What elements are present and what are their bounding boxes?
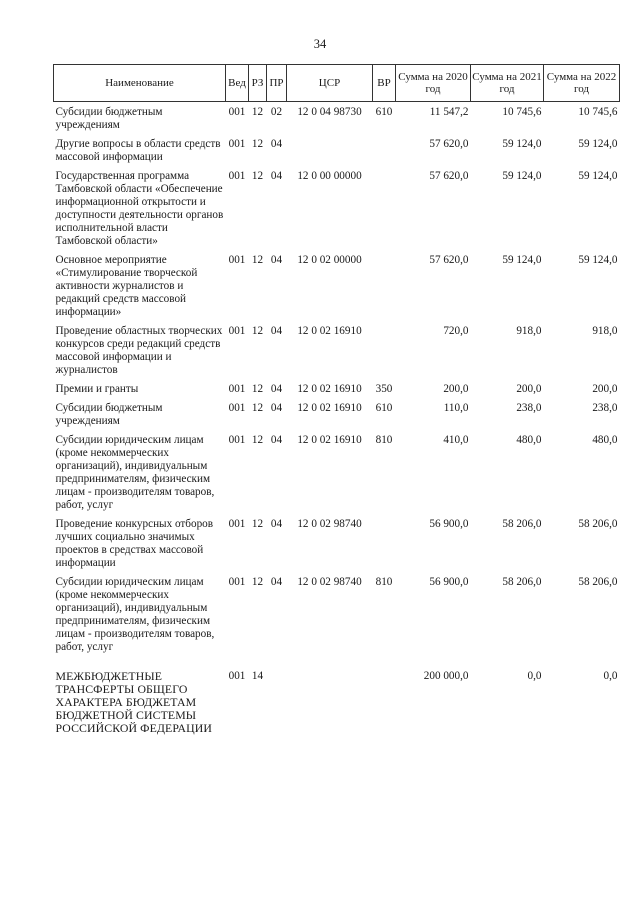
row-vr [373, 514, 396, 572]
row-sum-2020: 56 900,0 [429, 576, 469, 588]
table-row [54, 656, 620, 737]
row-csr: 12 0 02 98740 [297, 518, 362, 530]
table-row [54, 430, 620, 514]
row-sum-2022: 10 745,6 [578, 106, 618, 118]
row-rz: 12 [251, 383, 264, 395]
row-vr [373, 321, 396, 379]
row-pr: 04 [270, 402, 283, 414]
row-pr: 04 [270, 254, 283, 266]
header-rz: РЗ [249, 65, 267, 102]
row-name: Премии и гранты [55, 383, 139, 395]
row-sum-2021: 58 206,0 [502, 576, 542, 588]
row-vr [373, 134, 396, 166]
row-sum-2021: 59 124,0 [502, 170, 542, 182]
row-pr: 04 [270, 518, 283, 530]
table-row [54, 166, 620, 250]
table-row [54, 250, 620, 321]
row-pr: 04 [270, 383, 283, 395]
row-ved: 001 [228, 138, 246, 150]
table-row [54, 102, 620, 135]
row-vr [373, 656, 396, 737]
row-csr: 12 0 02 98740 [297, 576, 362, 588]
row-name: Субсидии бюджетным учреждениям [55, 402, 163, 427]
row-name: Другие вопросы в области средств массовой информации [55, 138, 221, 163]
row-pr: 04 [270, 325, 283, 337]
row-sum-2022: 59 124,0 [578, 138, 618, 150]
header-vr: ВР [373, 65, 396, 102]
row-ved: 001 [228, 325, 246, 337]
row-vr [373, 250, 396, 321]
row-name: Субсидии бюджетным учреждениям [55, 106, 163, 131]
row-name: Проведение областных творческих конкурсов среди редакций средств массовой информации и журналистов [55, 325, 223, 376]
row-pr: 04 [270, 170, 283, 182]
row-sum-2021: 200,0 [516, 383, 542, 395]
row-vr: 810 [375, 576, 393, 588]
row-name: МЕЖБЮДЖЕТНЫЕ ТРАНСФЕРТЫ ОБЩЕГО ХАРАКТЕРА БЮДЖЕТАМ БЮДЖЕТНОЙ СИСТЕМЫ РОССИЙСКОЙ ФЕДЕРАЦИИ [55, 669, 212, 735]
row-csr [287, 656, 373, 737]
row-sum-2020: 56 900,0 [429, 518, 469, 530]
row-sum-2020: 110,0 [443, 402, 469, 414]
header-csr: ЦСР [287, 65, 373, 102]
row-ved: 001 [228, 170, 246, 182]
row-rz: 12 [251, 325, 264, 337]
row-sum-2022: 238,0 [592, 402, 618, 414]
row-csr: 12 0 00 00000 [297, 170, 362, 182]
row-sum-2020: 57 620,0 [429, 138, 469, 150]
row-sum-2020: 11 547,2 [429, 106, 469, 118]
row-rz: 12 [251, 576, 264, 588]
row-sum-2022: 59 124,0 [578, 170, 618, 182]
row-vr: 810 [375, 434, 393, 446]
row-vr: 350 [375, 383, 393, 395]
row-sum-2021: 10 745,6 [502, 106, 542, 118]
row-csr [287, 134, 373, 166]
row-sum-2022: 918,0 [592, 325, 618, 337]
page-number: 34 [313, 37, 327, 51]
row-csr: 12 0 04 98730 [297, 106, 362, 118]
row-rz: 12 [251, 402, 264, 414]
row-rz: 12 [251, 170, 264, 182]
row-name: Субсидии юридическим лицам (кроме некоммерческих организаций), индивидуальным предпринимателям, физическим лицам - производителям товаров, работ, услуг [55, 576, 215, 653]
header-sum-2021: Сумма на 2021 год [471, 65, 544, 102]
row-pr: 04 [270, 138, 283, 150]
row-sum-2021: 238,0 [516, 402, 542, 414]
row-sum-2020: 200,0 [443, 383, 469, 395]
row-sum-2021: 480,0 [516, 434, 542, 446]
row-sum-2021: 59 124,0 [502, 254, 542, 266]
row-sum-2020: 720,0 [443, 325, 469, 337]
row-csr: 12 0 02 16910 [297, 402, 362, 414]
row-csr: 12 0 02 00000 [297, 254, 362, 266]
row-pr: 04 [270, 576, 283, 588]
row-sum-2021: 58 206,0 [502, 518, 542, 530]
row-sum-2020: 57 620,0 [429, 254, 469, 266]
row-vr [373, 166, 396, 250]
row-ved: 001 [228, 402, 246, 414]
row-sum-2021: 918,0 [516, 325, 542, 337]
row-csr: 12 0 02 16910 [297, 383, 362, 395]
row-rz: 12 [251, 434, 264, 446]
table-row [54, 321, 620, 379]
row-name: Субсидии юридическим лицам (кроме некоммерческих организаций), индивидуальным предпринимателям, физическим лицам - производителям товаров, работ, услуг [55, 434, 215, 511]
table-row [54, 514, 620, 572]
row-rz: 12 [251, 106, 264, 118]
row-vr: 610 [375, 402, 393, 414]
row-rz: 12 [251, 254, 264, 266]
row-sum-2020: 57 620,0 [429, 170, 469, 182]
row-rz: 14 [251, 670, 264, 682]
row-sum-2022: 200,0 [592, 383, 618, 395]
row-ved: 001 [228, 518, 246, 530]
row-name: Проведение конкурсных отборов лучших социально значимых проектов в средствах массовой информации [55, 518, 214, 569]
row-sum-2020: 410,0 [443, 434, 469, 446]
row-sum-2022: 58 206,0 [578, 518, 618, 530]
row-ved: 001 [228, 576, 246, 588]
row-csr: 12 0 02 16910 [297, 325, 362, 337]
row-rz: 12 [251, 138, 264, 150]
table-row [54, 134, 620, 166]
table-header [54, 65, 620, 102]
row-vr: 610 [375, 106, 393, 118]
header-pr: ПР [267, 65, 287, 102]
row-ved: 001 [228, 383, 246, 395]
table-row [54, 398, 620, 430]
table-body [54, 102, 620, 738]
row-csr: 12 0 02 16910 [297, 434, 362, 446]
table-row [54, 379, 620, 398]
budget-table [53, 64, 620, 737]
row-sum-2022: 58 206,0 [578, 576, 618, 588]
header-sum-2020: Сумма на 2020 год [396, 65, 471, 102]
row-name: Государственная программа Тамбовской области «Обеспечение информационной открытости и доступности деятельности органов исполнительной власти Тамбовской области» [55, 170, 224, 247]
row-sum-2022: 480,0 [592, 434, 618, 446]
row-sum-2022: 0,0 [603, 670, 618, 682]
row-ved: 001 [228, 106, 246, 118]
row-name: Основное мероприятие «Стимулирование творческой активности журналистов и редакций средств массовой информации» [55, 254, 198, 318]
row-pr: 02 [270, 106, 283, 118]
row-ved: 001 [228, 434, 246, 446]
header-sum-2022: Сумма на 2022 год [544, 65, 620, 102]
row-sum-2021: 59 124,0 [502, 138, 542, 150]
row-sum-2022: 59 124,0 [578, 254, 618, 266]
row-ved: 001 [228, 670, 246, 682]
row-ved: 001 [228, 254, 246, 266]
header-ved: Вед [226, 65, 249, 102]
row-pr: 04 [270, 434, 283, 446]
header-name: Наименование [54, 65, 226, 102]
table-row [54, 572, 620, 656]
row-sum-2020: 200 000,0 [423, 670, 469, 682]
row-sum-2021: 0,0 [527, 670, 542, 682]
row-pr [267, 656, 287, 737]
row-rz: 12 [251, 518, 264, 530]
